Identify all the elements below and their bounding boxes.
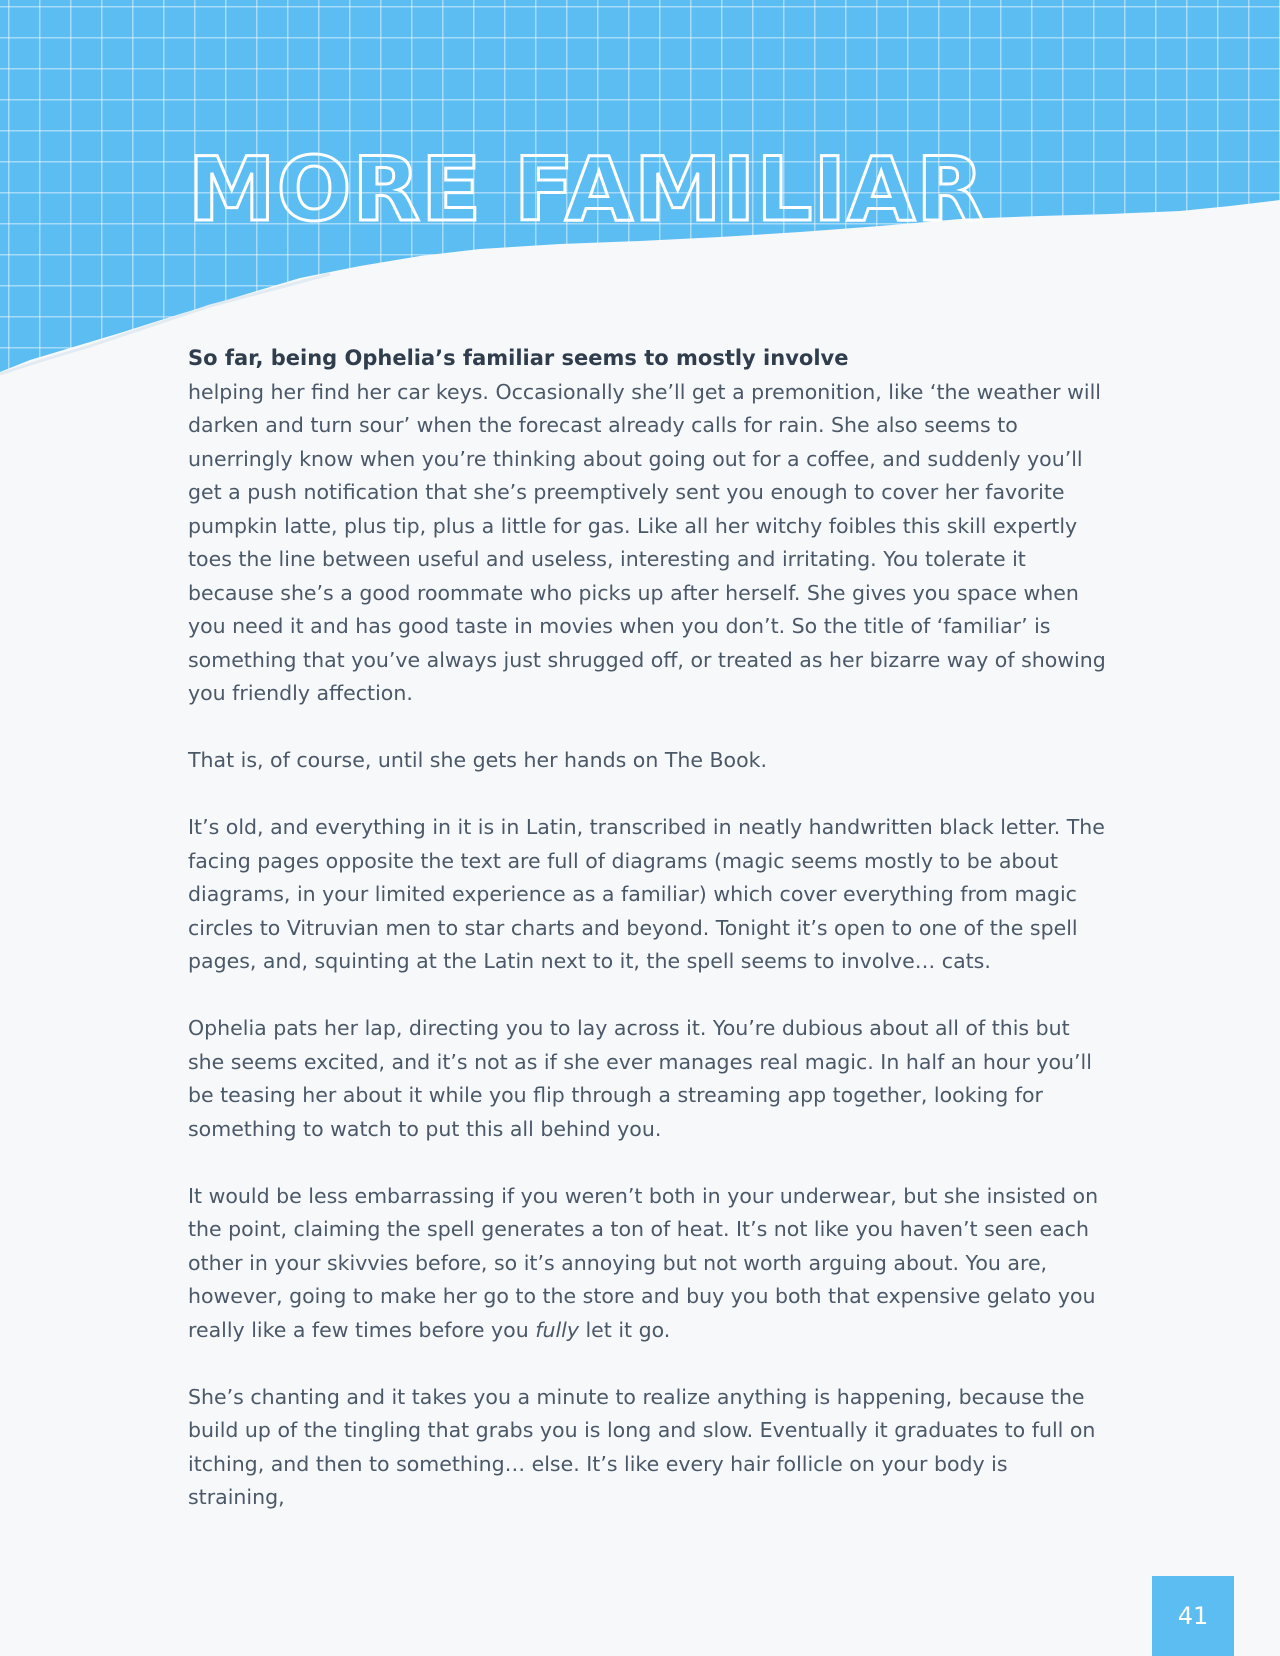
lead-sentence: So far, being Ophelia’s familiar seems to mostly involve — [188, 346, 849, 370]
paragraph-2: That is, of course, until she gets her hands on The Book. — [188, 748, 768, 772]
paragraph-5 — [188, 1180, 1108, 1348]
paragraph-4: Ophelia pats her lap, directing you to lay across it. You’re dubious about all of this but she seems excited, and it’s not as if she ever manages real magic. In half an hour you’ll be teasing her about it while you flip through a streaming app together, looking for something to watch to put this all behind you. — [188, 1016, 1092, 1141]
paragraph-5-emphasis: fully — [535, 1317, 579, 1342]
paragraph-5-text-a: It would be less embarrassing if you weren’t both in your underwear, but she insisted on the point, claiming the spell generates a ton of heat. It’s not like you haven’t seen each other in your skivvies before, so it’s annoying but not worth arguing about. You are, however, going to make her go to the store and buy you both that expensive gelato you really like a few times before you — [188, 1183, 1099, 1342]
story-body — [188, 342, 1108, 1548]
paragraph-6: She’s chanting and it takes you a minute to realize anything is happening, because the build up of the tingling that grabs you is long and slow. Eventually it graduates to full on itching, and then to something… else. It’s like every hair follicle on your body is straining, — [188, 1384, 1096, 1509]
page-number: 41 — [1152, 1576, 1234, 1656]
paragraph-5-text-b: let it go. — [578, 1317, 671, 1342]
paragraph-1: helping her find her car keys. Occasionally she’ll get a premonition, like ‘the weather will darken and turn sour’ when the forecast already calls for rain. She also seems to unerringly know when you’re thinking about going out for a coffee, and suddenly you’ll get a push notification that she’s preemptively sent you enough to cover her favorite pumpkin latte, plus tip, plus a little for gas. Like all her witchy foibles this skill expertly toes the line between useful and useless, interesting and irritating. You tolerate it because she’s a good roommate who picks up after herself. She gives you space when you need it and has good taste in movies when you don’t. So the title of ‘familiar’ is something that you’ve always just shrugged off, or treated as her bizarre way of showing you friendly affection. — [188, 379, 1106, 705]
paragraph-3: It’s old, and everything in it is in Latin, transcribed in neatly handwritten black letter. The facing pages opposite the text are full of diagrams (magic seems mostly to be about diagrams, in your limited experience as a familiar) which cover everything from magic circles to Vitruvian men to star charts and beyond. Tonight it’s open to one of the spell pages, and, squinting at the Latin next to it, the spell seems to involve… cats. — [188, 815, 1105, 973]
page-title: MORE FAMILIAR — [188, 138, 986, 241]
